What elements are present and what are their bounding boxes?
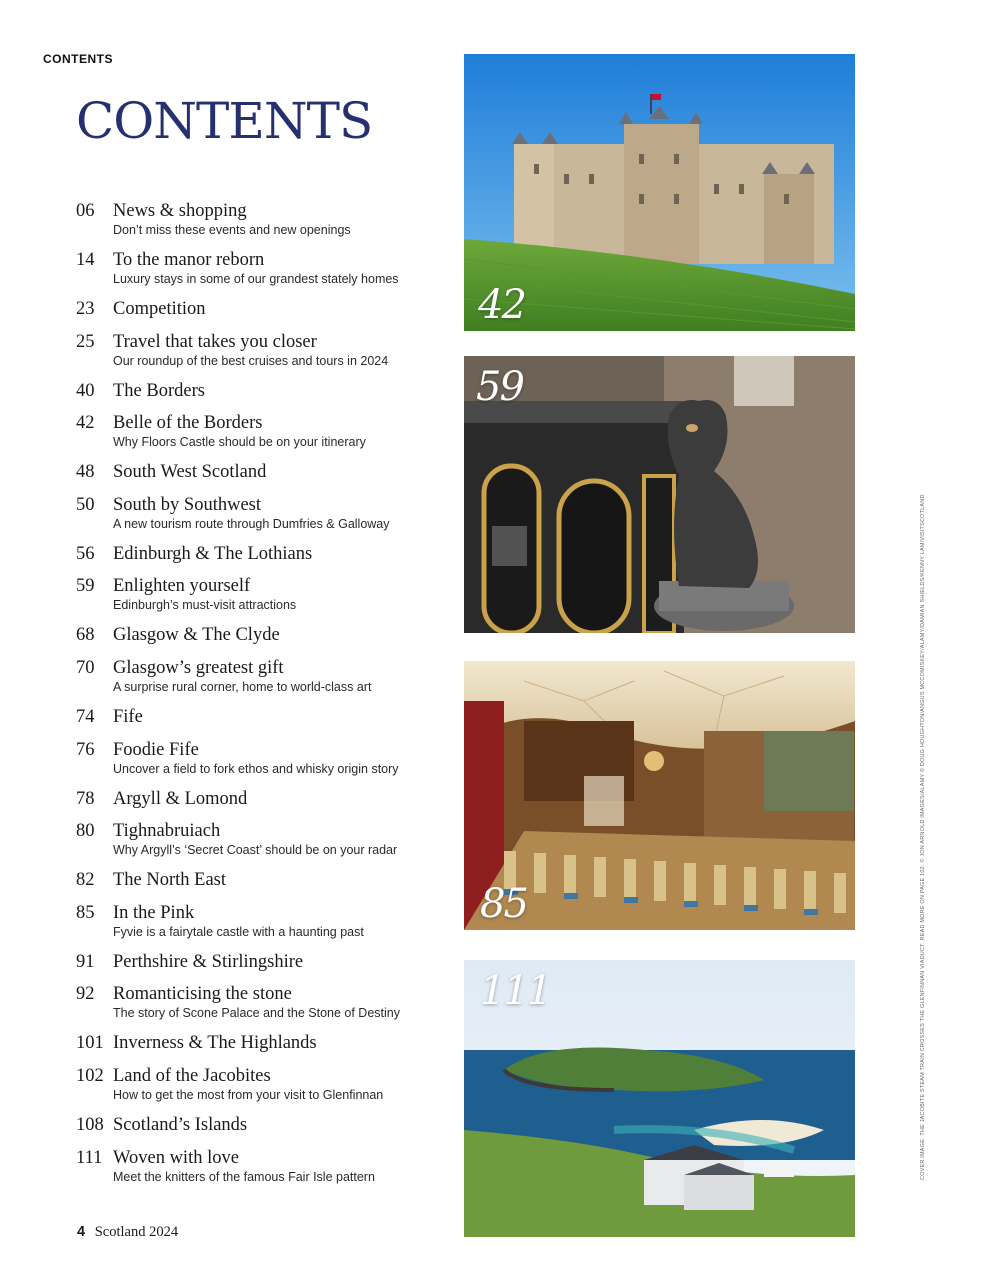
toc-page-number: 14 [76, 250, 95, 270]
toc-title: Edinburgh & The Lothians [113, 543, 313, 564]
toc-subtitle: Uncover a field to fork ethos and whisky origin story [113, 761, 399, 776]
toc-title: Land of the Jacobites [113, 1065, 271, 1086]
toc-page-number: 92 [76, 984, 95, 1005]
toc-title: Fife [113, 706, 143, 727]
toc-entry[interactable] [76, 821, 446, 870]
toc-entry[interactable] [76, 952, 446, 985]
toc-title: To the manor reborn [113, 250, 265, 270]
toc-entry[interactable] [76, 495, 446, 544]
toc-subtitle: Why Floors Castle should be on your itinerary [113, 435, 366, 450]
toc-title: Woven with love [113, 1147, 239, 1168]
toc-entry[interactable] [76, 381, 446, 414]
toc-entry[interactable] [76, 332, 446, 381]
toc-entry[interactable] [76, 870, 446, 903]
toc-page-number: 68 [76, 625, 95, 646]
toc-entry[interactable] [76, 462, 446, 495]
toc-title: South by Southwest [113, 494, 262, 515]
toc-page-number: 78 [76, 788, 95, 809]
toc-title: Perthshire & Stirlingshire [113, 951, 304, 972]
toc-title: South West Scotland [113, 462, 267, 483]
toc-subtitle: The story of Scone Palace and the Stone of Destiny [113, 1006, 400, 1021]
toc-entry[interactable] [76, 201, 446, 250]
photo-coastline [464, 960, 855, 1237]
toc-page-number: 74 [76, 706, 95, 727]
toc-subtitle: Meet the knitters of the famous Fair Isle pattern [113, 1169, 375, 1184]
toc-title: News & shopping [113, 201, 247, 221]
toc-title: Glasgow & The Clyde [113, 625, 280, 646]
photo-page-number: 85 [480, 881, 527, 927]
toc-title: Enlighten yourself [113, 576, 251, 597]
toc-entry[interactable] [76, 299, 446, 332]
photo-page-number: 59 [476, 364, 523, 410]
toc-title: The Borders [113, 380, 205, 401]
toc-page-number: 76 [76, 739, 95, 760]
photo-dog-statue [464, 356, 855, 633]
toc-entry[interactable] [76, 903, 446, 952]
toc-entry[interactable] [76, 576, 446, 625]
toc-page-number: 23 [76, 299, 95, 319]
toc-title: Glasgow’s greatest gift [113, 657, 284, 678]
toc-entry[interactable] [76, 1033, 446, 1066]
toc-title: The North East [113, 870, 227, 891]
photo-castle [464, 54, 855, 331]
toc-page-number: 101 [76, 1033, 104, 1054]
toc-title: Romanticising the stone [113, 984, 292, 1005]
toc-entry[interactable] [76, 1066, 446, 1115]
toc-entry[interactable] [76, 544, 446, 577]
toc-entry[interactable] [76, 789, 446, 822]
table-of-contents [76, 201, 446, 1197]
toc-subtitle: Edinburgh’s must-visit attractions [113, 598, 297, 613]
toc-page-number: 91 [76, 951, 95, 972]
toc-entry[interactable] [76, 707, 446, 740]
photo-page-number: 42 [478, 282, 525, 328]
toc-entry[interactable] [76, 413, 446, 462]
toc-page-number: 48 [76, 462, 95, 483]
toc-page-number: 25 [76, 331, 95, 352]
toc-entry[interactable] [76, 740, 446, 789]
toc-subtitle: A surprise rural corner, home to world-class art [113, 679, 372, 694]
toc-page-number: 108 [76, 1114, 104, 1135]
photo-great-hall [464, 661, 855, 930]
toc-page-number: 40 [76, 380, 95, 401]
toc-title: Belle of the Borders [113, 413, 263, 434]
photo-page-number: 111 [480, 968, 551, 1014]
toc-entry[interactable] [76, 658, 446, 707]
toc-title: Foodie Fife [113, 739, 199, 760]
toc-page-number: 70 [76, 657, 95, 678]
toc-entry[interactable] [76, 1115, 446, 1148]
toc-entry[interactable] [76, 984, 446, 1033]
toc-subtitle: Why Argyll’s ‘Secret Coast’ should be on your radar [113, 843, 398, 858]
toc-page-number: 59 [76, 576, 95, 597]
toc-title: Travel that takes you closer [113, 331, 317, 352]
toc-page-number: 50 [76, 494, 95, 515]
toc-page-number: 42 [76, 413, 95, 434]
toc-page-number: 111 [76, 1147, 103, 1168]
toc-subtitle: Fyvie is a fairytale castle with a haunting past [113, 924, 364, 939]
page-footer [77, 1224, 178, 1241]
publication-name: Scotland 2024 [94, 1224, 179, 1240]
section-label: CONTENTS [43, 52, 113, 66]
page-number: 4 [77, 1224, 86, 1240]
toc-subtitle: How to get the most from your visit to Glenfinnan [113, 1087, 384, 1102]
toc-entry[interactable] [76, 1148, 446, 1197]
toc-subtitle: Luxury stays in some of our grandest stately homes [113, 272, 399, 286]
toc-page-number: 56 [76, 543, 95, 564]
toc-title: In the Pink [113, 902, 195, 923]
toc-entry[interactable] [76, 250, 446, 299]
toc-entry[interactable] [76, 625, 446, 658]
toc-title: Scotland’s Islands [113, 1114, 248, 1135]
toc-subtitle: Don’t miss these events and new openings [113, 223, 351, 237]
toc-title: Tighnabruiach [113, 821, 221, 842]
toc-subtitle: A new tourism route through Dumfries & Galloway [113, 516, 390, 531]
toc-title: Argyll & Lomond [113, 788, 248, 809]
toc-title: Competition [113, 299, 206, 319]
page-title: CONTENTS [76, 92, 373, 150]
photo-credit: COVER IMAGE: THE JACOBITE STEAM TRAIN CROSSES THE GLENFINNAN VIADUCT. READ MORE ON PAGE 102. © JON ARNOLD IMAGES/ALAMY © DOUG HOUGHTON/ANGUS MCCOMISKEY/ALAMY/DAMIAN SHIELDS/KENNY LAM/VISITSCOTLAND [920, 494, 926, 1180]
toc-subtitle: Our roundup of the best cruises and tours in 2024 [113, 353, 389, 368]
toc-page-number: 102 [76, 1065, 104, 1086]
toc-page-number: 80 [76, 821, 95, 842]
toc-title: Inverness & The Highlands [113, 1033, 317, 1054]
toc-page-number: 85 [76, 902, 95, 923]
toc-page-number: 82 [76, 870, 95, 891]
toc-page-number: 06 [76, 201, 95, 221]
